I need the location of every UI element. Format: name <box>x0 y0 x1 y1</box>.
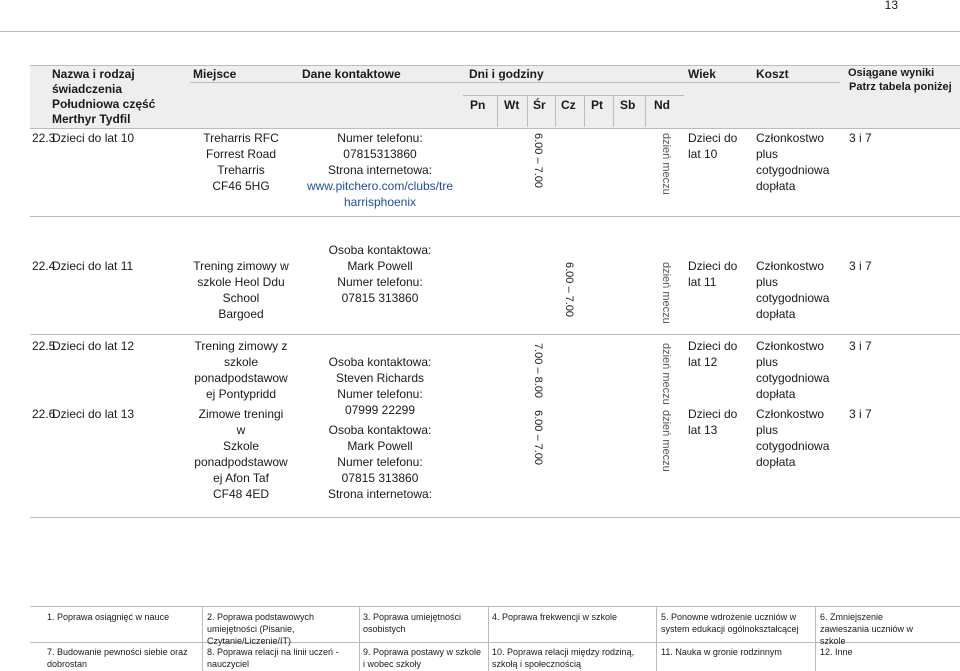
day-mon: Pn <box>470 98 486 112</box>
header-days: Dni i godziny <box>469 67 544 81</box>
page-number: 13 <box>884 0 898 12</box>
row-number: 22.4 <box>32 259 56 273</box>
row-contact: Osoba kontaktowa: Steven Richards Numer telefonu: 07999 22299 Osoba kontaktowa: Mark Powell Numer telefonu: 07815 313860 Strona internetowa: <box>327 355 433 501</box>
row-results: 3 i 7 <box>849 131 872 145</box>
row-contact: Osoba kontaktowa: Mark Powell Numer telefonu: 07815 313860 <box>328 243 432 305</box>
legend-sep <box>488 606 489 671</box>
row-place: Trening zimowy z szkole ponadpodstawow ej Pontypridd <box>194 339 288 401</box>
row-age: Dzieci do lat 11 <box>688 259 738 289</box>
legend-sep <box>656 606 657 671</box>
table-bottom <box>30 517 960 518</box>
match-day: dzień meczu <box>660 410 672 472</box>
legend-item-3: 3. Poprawa umiejętności osobistych <box>363 612 462 634</box>
row-age: Dzieci do lat 13 <box>688 407 738 437</box>
legend-item-12: 12. Inne <box>820 647 853 657</box>
row-age: Dzieci do lat 12 <box>688 339 738 369</box>
row-cost: Członkostwo plus cotygodniowa dopłata <box>756 339 830 401</box>
match-day: dzień meczu <box>660 133 672 195</box>
header-contact: Dane kontaktowe <box>302 67 401 81</box>
match-day: dzień meczu <box>660 262 672 324</box>
row-results: 3 i 7 <box>849 407 872 421</box>
row-cost: Członkostwo plus cotygodniowa dopłata <box>756 259 830 321</box>
row-name: Dzieci do lat 13 <box>52 407 135 421</box>
legend-sep <box>815 606 816 671</box>
header-place: Miejsce <box>193 67 237 81</box>
header-age: Wiek <box>688 67 716 81</box>
header-results-sub: Patrz tabela poniżej <box>849 81 952 93</box>
row-place: Treharris RFC Forrest Road Treharris CF46 5HG <box>203 131 279 193</box>
legend-sep <box>202 606 203 671</box>
row-name: Dzieci do lat 12 <box>52 339 135 353</box>
legend-item-4: 4. Poprawa frekwencji w szkole <box>492 612 618 622</box>
header-name: Nazwa i rodzaj świadczenia <box>52 67 135 96</box>
row-divider <box>30 334 960 335</box>
header-region: Południowa część Merthyr Tydfil <box>52 97 156 126</box>
day-wed: Śr <box>533 98 546 112</box>
day-thu: Cz <box>561 98 576 112</box>
header-results: Osiągane wyniki <box>848 67 935 79</box>
day-fri: Pt <box>591 98 603 112</box>
legend-item-11: 11. Nauka w gronie rodzinnym <box>661 647 782 657</box>
legend-item-8: 8. Poprawa relacji na linii uczeń - nauczyciel <box>207 647 339 669</box>
legend-item-5: 5. Ponowne wdrożenie uczniów w system edukacji ogólnokształcącej <box>661 612 799 634</box>
day-sep <box>527 95 528 127</box>
legend-sep <box>359 606 360 671</box>
website-link[interactable]: www.pitchero.com/clubs/tre harrisphoenix <box>306 179 454 209</box>
day-sep <box>497 95 498 127</box>
legend-item-7: 7. Budowanie pewności siebie oraz dobrostan <box>47 647 188 669</box>
legend-top <box>30 606 960 607</box>
row-age: Dzieci do lat 10 <box>688 131 738 161</box>
row-place: Trening zimowy w szkole Heol Ddu School Bargoed <box>193 259 289 321</box>
row-number: 22.5 <box>32 339 56 353</box>
day-sep <box>555 95 556 127</box>
row-place: Zimowe treningi w Szkole ponadpodstawow ej Afon Taf CF48 4ED <box>194 407 288 501</box>
time-slot: 6.00 – 7.00 <box>532 410 544 466</box>
row-divider <box>30 216 960 217</box>
time-slot: 7.00 – 8.00 <box>532 343 544 399</box>
day-sun: Nd <box>654 98 670 112</box>
row-number: 22.3 <box>32 131 56 145</box>
legend-item-2: 2. Poprawa podstawowych umiejętności (Pisanie, Czytanie/Liczenie/IT) <box>207 612 315 646</box>
row-results: 3 i 7 <box>849 339 872 353</box>
row-results: 3 i 7 <box>849 259 872 273</box>
day-tue: Wt <box>504 98 520 112</box>
legend-item-6: 6. Zmniejszenie zawieszania uczniów w szkole <box>820 612 914 646</box>
legend-item-10: 10. Poprawa relacji między rodziną, szkołą i społecznością <box>492 647 635 669</box>
match-day: dzień meczu <box>660 343 672 405</box>
day-sep <box>584 95 585 127</box>
day-sep <box>613 95 614 127</box>
row-number: 22.6 <box>32 407 56 421</box>
row-name: Dzieci do lat 11 <box>52 259 134 273</box>
day-sat: Sb <box>620 98 636 112</box>
row-name: Dzieci do lat 10 <box>52 131 135 145</box>
header-subdivider <box>190 82 840 83</box>
header-cost: Koszt <box>756 67 789 81</box>
top-rule <box>0 31 960 32</box>
row-cost: Członkostwo plus cotygodniowa dopłata <box>756 407 830 469</box>
row-cost: Członkostwo plus cotygodniowa dopłata <box>756 131 830 193</box>
row-contact: Numer telefonu: 07815313860 Strona internetowa: www.pitchero.com/clubs/tre harrisphoenix <box>300 130 460 210</box>
time-slot: 6.00 – 7.00 <box>532 133 544 189</box>
legend-item-9: 9. Poprawa postawy w szkole i wobec szkoły <box>363 647 482 669</box>
day-sep <box>645 95 646 127</box>
legend-item-1: 1. Poprawa osiągnięć w nauce <box>47 612 170 622</box>
time-slot: 6.00 – 7.00 <box>563 262 575 318</box>
